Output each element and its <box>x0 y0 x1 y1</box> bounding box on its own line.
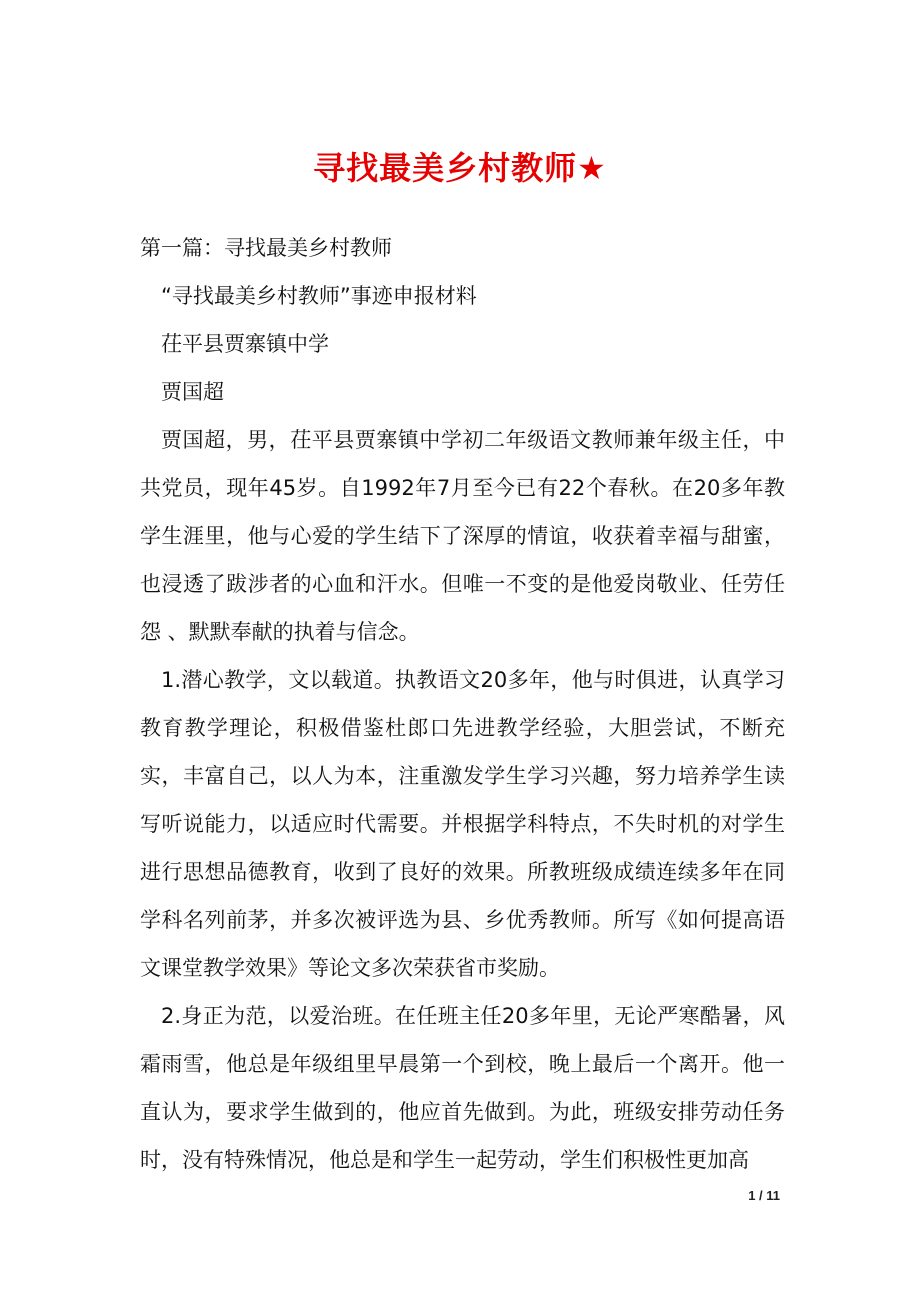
page-number: 1 / 11 <box>748 1188 780 1203</box>
school-name: 茌平县贾寨镇中学 <box>161 332 329 356</box>
chapter-heading: 第一篇：寻找最美乡村教师 <box>140 236 392 260</box>
document-body <box>140 224 785 1184</box>
document-title: 寻找最美乡村教师★ <box>313 149 607 187</box>
body-paragraph: 2.身正为范，以爱治班。在任班主任20多年里，无论严寒酷暑，风霜雨雪，他总是年级组里早晨第一个到校，晚上最后一个离开。他一直认为，要求学生做到的，他应首先做到。为此，班级安排劳动任务时，没有特殊情况，他总是和学生一起劳动，学生们积极性更加高 <box>140 1004 785 1172</box>
teacher-name: 贾国超 <box>161 380 224 404</box>
material-title: “寻找最美乡村教师”事迹申报材料 <box>161 284 477 308</box>
body-paragraph: 贾国超，男，茌平县贾寨镇中学初二年级语文教师兼年级主任，中共党员，现年45岁。自1992年7月至今已有22个春秋。在20多年教学生涯里，他与心爱的学生结下了深厚的情谊，收获着幸福与甜蜜，也浸透了跋涉者的心血和汗水。但唯一不变的是他爱岗敬业、任劳任怨 、默默奉献的执着与信念。 <box>140 428 785 644</box>
body-paragraph: 1.潜心教学，文以载道。执教语文20多年，他与时俱进，认真学习教育教学理论，积极借鉴杜郎口先进教学经验，大胆尝试，不断充实，丰富自己，以人为本，注重激发学生学习兴趣，努力培养学生读写听说能力，以适应时代需要。并根据学科特点，不失时机的对学生进行思想品德教育，收到了良好的效果。所教班级成绩连续多年在同学科名列前茅，并多次被评选为县、乡优秀教师。所写《如何提高语文课堂教学效果》等论文多次荣获省市奖励。 <box>140 668 785 980</box>
